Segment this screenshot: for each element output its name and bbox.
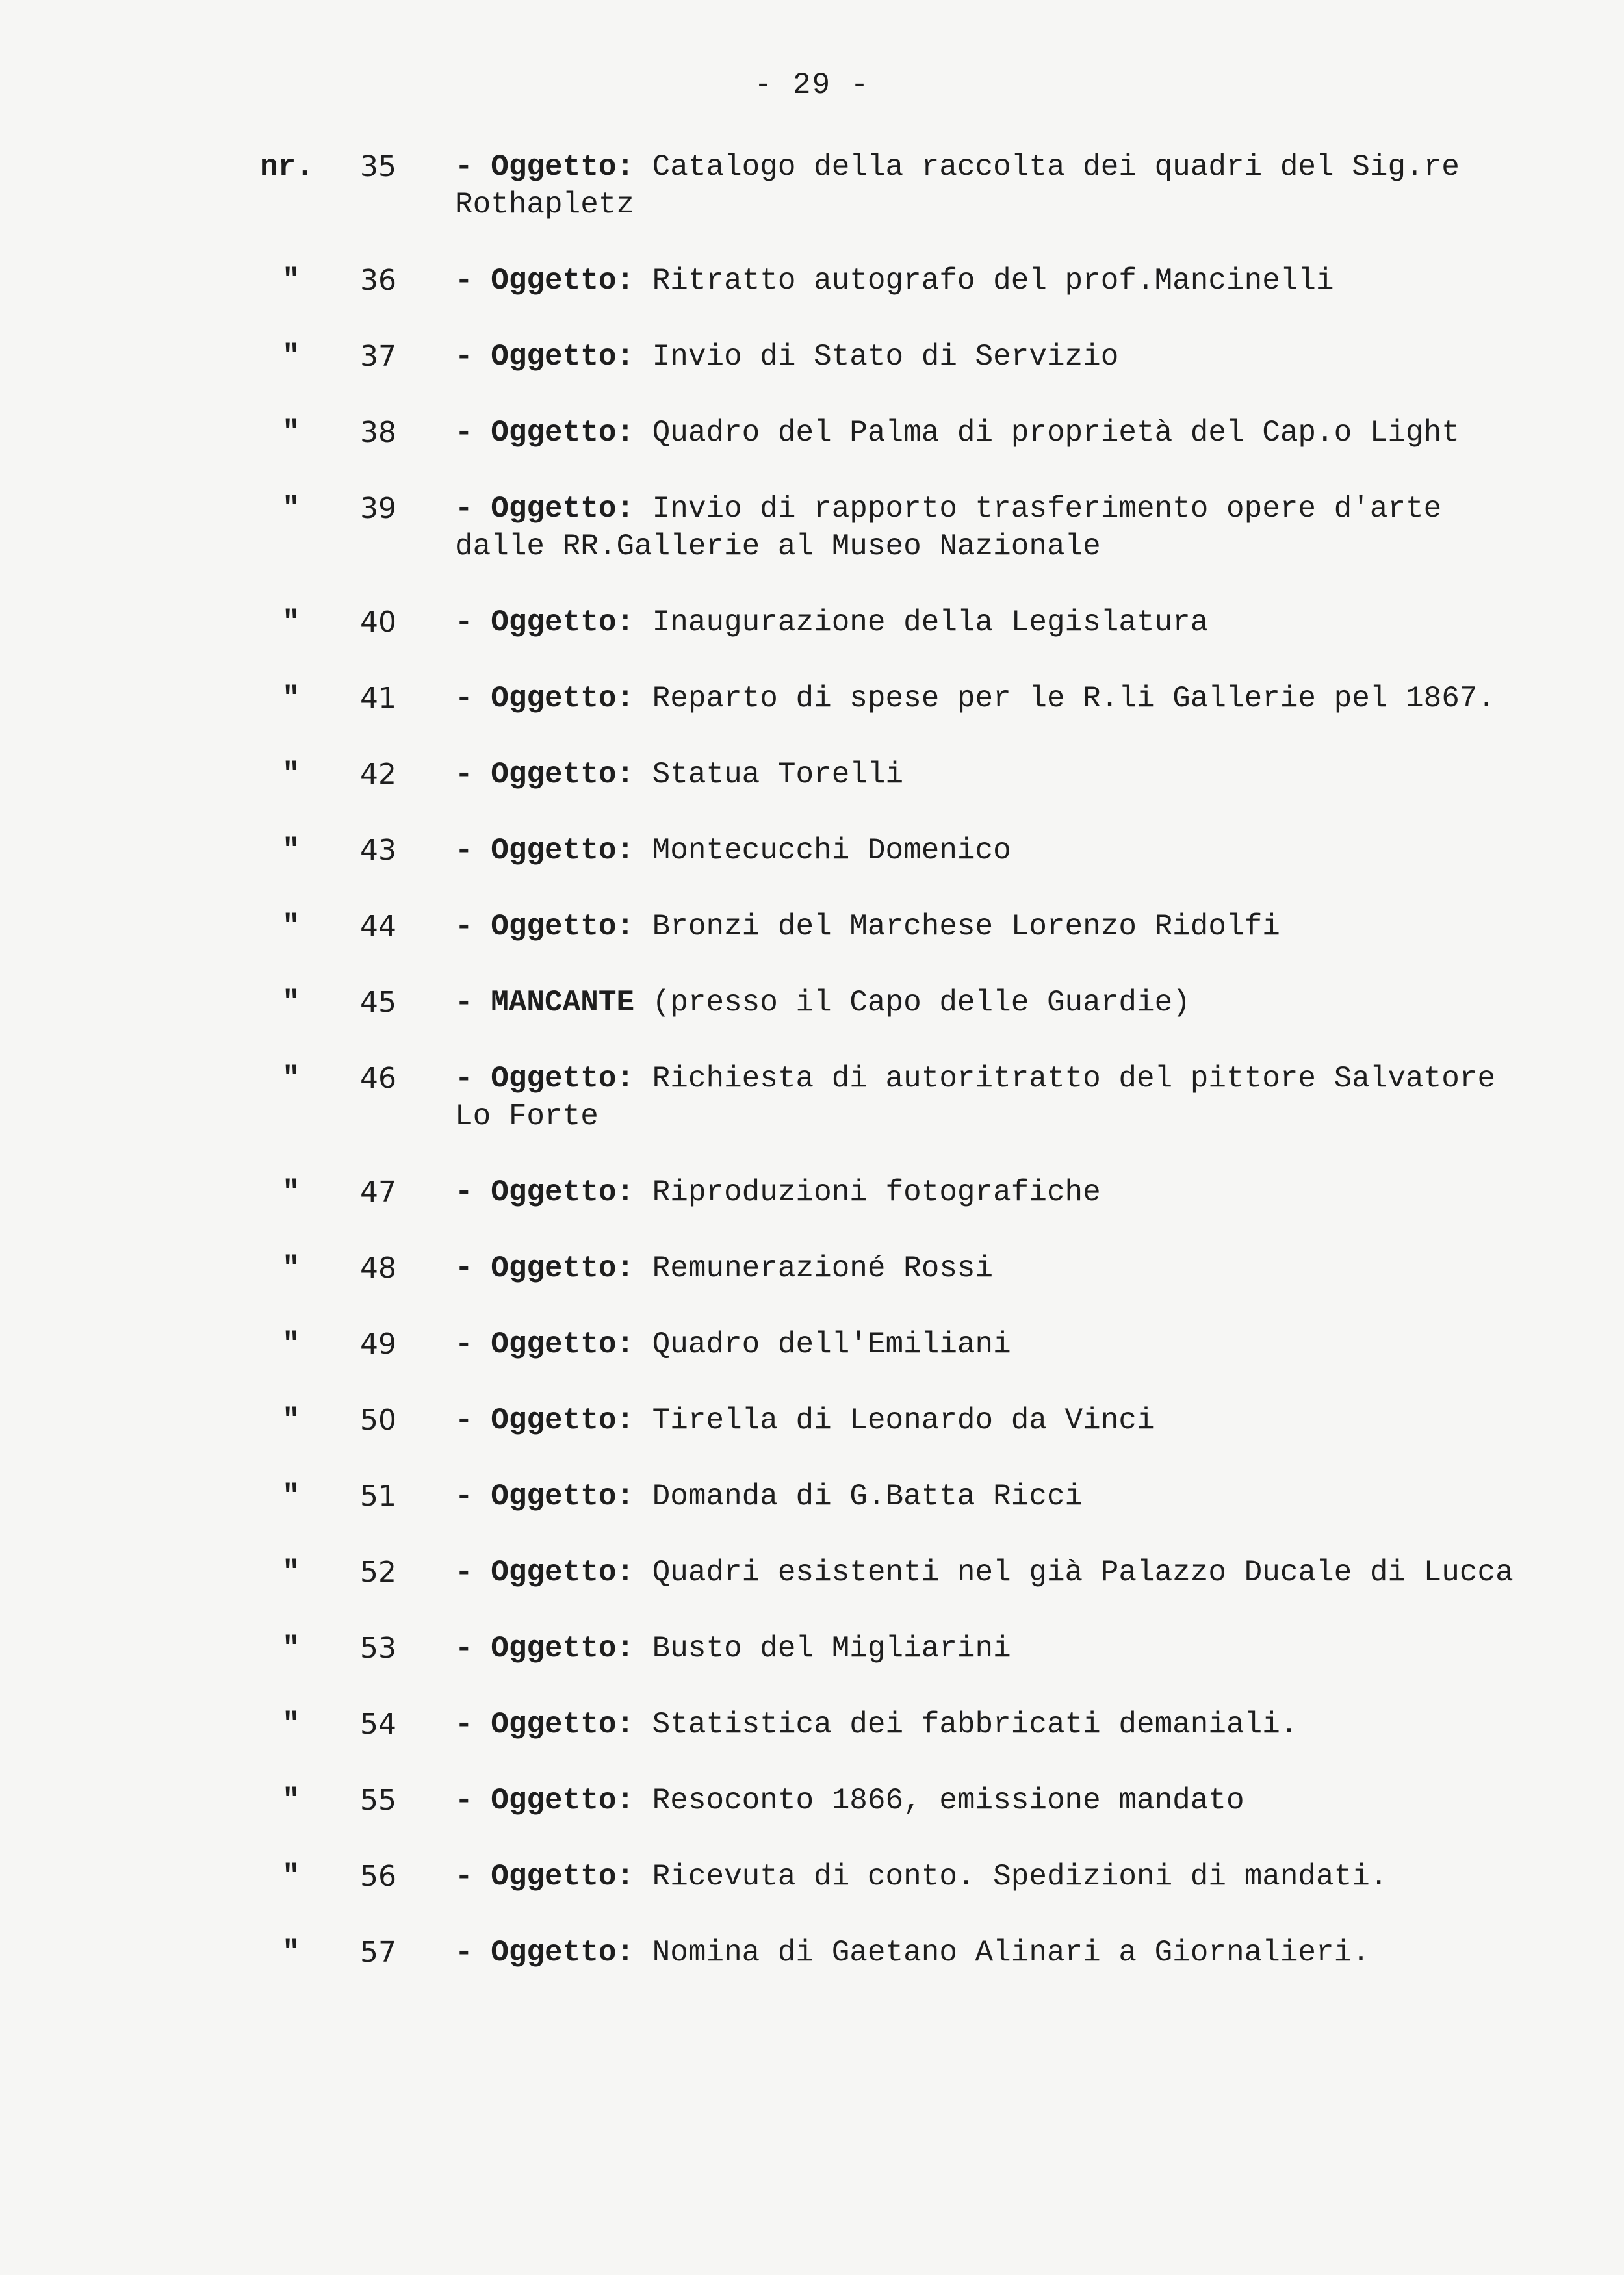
entry-label: - Oggetto: [455,682,635,715]
list-item [260,756,1534,793]
entry-text [455,148,1534,224]
entry-text [455,604,1534,641]
entry-subject: Quadro del Palma di proprietà del Cap.o Light [652,416,1460,450]
entry-label: - Oggetto: [455,340,635,374]
ditto-mark: " [282,1784,300,1818]
entry-subject: Reparto di spese per le R.li Gallerie pel 1867. [652,682,1496,715]
list-item [260,1858,1534,1896]
ditto-mark: " [282,606,300,639]
list-item [260,1934,1534,1972]
entry-number: 52 [360,1556,396,1589]
entry-number: 48 [360,1252,396,1285]
entry-number: 46 [360,1062,396,1095]
ditto-mark: " [282,340,300,374]
entry-subject: Tirella di Leonardo da Vinci [652,1404,1155,1437]
list-item [260,1326,1534,1363]
ditto-mark: " [282,1328,300,1361]
entry-list [260,148,1534,2010]
entry-label: - Oggetto: [455,834,635,868]
ditto-mark: " [282,492,300,526]
entry-text [455,1782,1534,1819]
entry-number: 38 [360,416,396,449]
list-item [260,908,1534,945]
list-item [260,338,1534,376]
list-item [260,1174,1534,1211]
ditto-mark: " [282,1252,300,1285]
entry-subject: Resoconto 1866, emissione mandato [652,1784,1244,1818]
entry-label: - Oggetto: [455,1632,635,1665]
entry-subject: Remunerazioné Rossi [652,1252,994,1285]
entry-subject: Riproduzioni fotografiche [652,1176,1101,1209]
entry-label: - Oggetto: [455,1176,635,1209]
entry-number: 56 [360,1860,396,1893]
entry-subject: Catalogo della raccolta dei quadri del Sig.re Rothapletz [455,150,1460,222]
entry-text [455,490,1534,565]
entry-number: 41 [360,682,396,715]
entry-label: - Oggetto: [455,1860,635,1894]
ditto-mark: " [282,1176,300,1209]
entry-number: 42 [360,758,396,791]
entry-text [455,1478,1534,1515]
page-number: - 29 - [754,68,870,102]
entry-subject: Invio di rapporto trasferimento opere d'arte dalle RR.Gallerie al Museo Nazionale [455,492,1442,563]
list-item [260,1060,1534,1135]
entry-subject: Statua Torelli [652,758,904,791]
entry-label: - Oggetto: [455,1784,635,1818]
ditto-mark: " [282,834,300,868]
entry-text [455,1060,1534,1135]
entry-number: 53 [360,1632,396,1665]
ditto-mark: " [282,1480,300,1513]
ditto-mark: " [282,1404,300,1437]
entry-text [455,1630,1534,1667]
entry-text [455,1326,1534,1363]
list-item [260,262,1534,300]
entry-text [455,262,1534,300]
ditto-mark: " [282,910,300,944]
entry-subject: Bronzi del Marchese Lorenzo Ridolfi [652,910,1280,944]
ditto-mark: " [282,1632,300,1665]
entry-label: - Oggetto: [455,492,635,526]
ditto-mark: " [282,1556,300,1589]
entry-label: - Oggetto: [455,758,635,791]
entry-subject: Busto del Migliarini [652,1632,1011,1665]
list-item [260,1554,1534,1591]
entry-label: - Oggetto: [455,1062,635,1096]
entry-label: - Oggetto: [455,1404,635,1437]
entry-text [455,832,1534,869]
entry-label: - Oggetto: [455,606,635,639]
entry-text [455,908,1534,945]
list-item [260,490,1534,565]
entry-text [455,1554,1534,1591]
list-item [260,414,1534,452]
list-item [260,604,1534,641]
entry-number: 49 [360,1328,396,1361]
entry-label: - Oggetto: [455,1936,635,1970]
entry-subject: Quadro dell'Emiliani [652,1328,1011,1361]
entry-number: 37 [360,340,396,373]
entry-label: - Oggetto: [455,1556,635,1589]
entry-text [455,1858,1534,1896]
entry-label: - Oggetto: [455,1708,635,1742]
entry-text [455,338,1534,376]
entry-subject: Invio di Stato di Servizio [652,340,1119,374]
entry-text [455,984,1534,1022]
ditto-mark: " [282,264,300,298]
entry-number: 39 [360,492,396,525]
entry-prefix-nr: nr. [260,150,314,184]
entry-number: 43 [360,834,396,867]
entry-subject: Nomina di Gaetano Alinari a Giornalieri. [652,1936,1370,1970]
entry-text [455,1934,1534,1972]
ditto-mark: " [282,682,300,715]
entry-subject: Ricevuta di conto. Spedizioni di mandati. [652,1860,1388,1894]
entry-subject: Inaugurazione della Legislatura [652,606,1209,639]
entry-number: 40 [360,606,396,639]
entry-number: 36 [360,264,396,297]
list-item [260,1630,1534,1667]
list-item [260,832,1534,869]
entry-subject: Quadri esistenti nel già Palazzo Ducale di Lucca [652,1556,1514,1589]
entry-label: - Oggetto: [455,1480,635,1513]
ditto-mark: " [282,1708,300,1742]
entry-text [455,1706,1534,1743]
entry-text [455,1402,1534,1439]
entry-number: 35 [360,150,396,183]
entry-text [455,756,1534,793]
list-item [260,1402,1534,1439]
entry-subject: Statistica dei fabbricati demaniali. [652,1708,1298,1742]
ditto-mark: " [282,1860,300,1894]
entry-label: - MANCANTE [455,986,635,1020]
entry-number: 45 [360,986,396,1019]
entry-label: - Oggetto: [455,1328,635,1361]
entry-label: - Oggetto: [455,416,635,450]
entry-subject: Richiesta di autoritratto del pittore Salvatore Lo Forte [455,1062,1496,1133]
entry-text [455,1174,1534,1211]
list-item [260,1706,1534,1743]
entry-number: 50 [360,1404,396,1437]
entry-number: 47 [360,1176,396,1209]
ditto-mark: " [282,1062,300,1096]
ditto-mark: " [282,758,300,791]
list-item [260,148,1534,224]
entry-number: 57 [360,1936,396,1969]
entry-subject: Ritratto autografo del prof.Mancinelli [652,264,1334,298]
entry-subject: Domanda di G.Batta Ricci [652,1480,1083,1513]
entry-subject: Montecucchi Domenico [652,834,1011,868]
entry-text [455,680,1534,717]
ditto-mark: " [282,986,300,1020]
entry-text [455,1250,1534,1287]
entry-label: - Oggetto: [455,264,635,298]
entry-number: 51 [360,1480,396,1513]
entry-number: 55 [360,1784,396,1817]
entry-number: 54 [360,1708,396,1741]
list-item [260,1782,1534,1819]
list-item [260,1478,1534,1515]
list-item [260,680,1534,717]
list-item [260,984,1534,1022]
entry-number: 44 [360,910,396,943]
entry-label: - Oggetto: [455,150,635,184]
entry-label: - Oggetto: [455,910,635,944]
entry-label: - Oggetto: [455,1252,635,1285]
ditto-mark: " [282,1936,300,1970]
list-item [260,1250,1534,1287]
entry-text [455,414,1534,452]
ditto-mark: " [282,416,300,450]
entry-subject: (presso il Capo delle Guardie) [652,986,1191,1020]
